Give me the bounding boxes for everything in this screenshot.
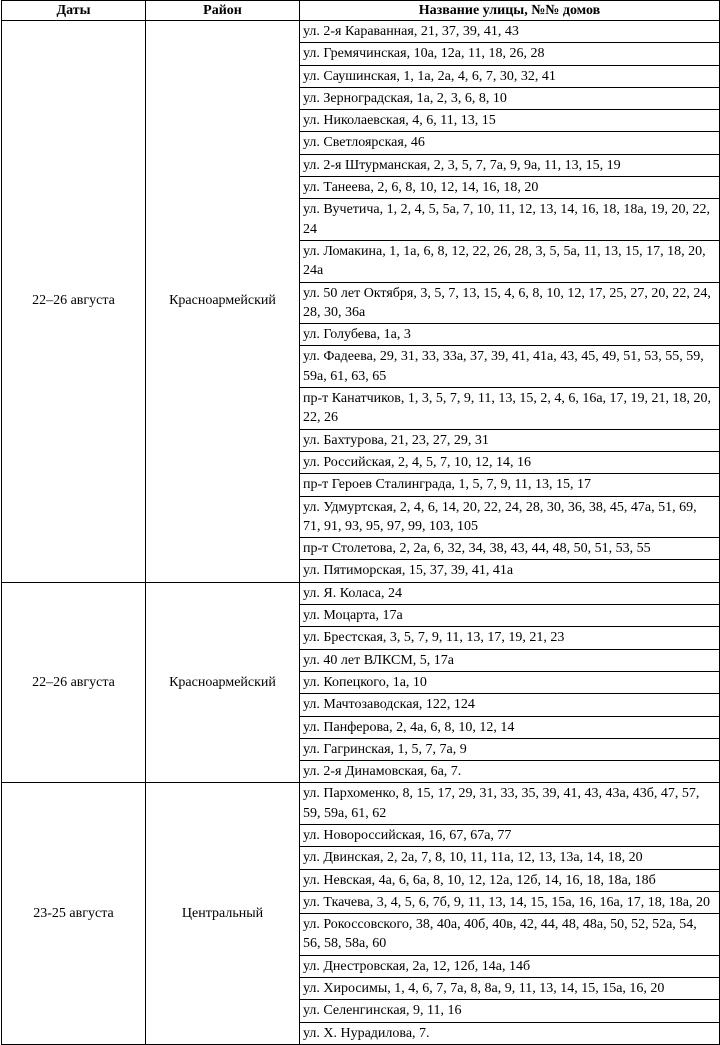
street-entry: ул. Днестровская, 2а, 12, 12б, 14а, 14б xyxy=(300,956,719,978)
header-row xyxy=(2,1,720,21)
header-streets: Название улицы, №№ домов xyxy=(300,1,720,21)
street-entry: ул. Российская, 2, 4, 5, 7, 10, 12, 14, 16 xyxy=(300,452,719,474)
table-row xyxy=(2,21,720,583)
street-entry: ул. Моцарта, 17а xyxy=(300,605,719,627)
street-entry: ул. Зерноградская, 1а, 2, 3, 6, 8, 10 xyxy=(300,88,719,110)
street-entry: ул. 2-я Штурманская, 2, 3, 5, 7, 7а, 9, 9а, 11, 13, 15, 19 xyxy=(300,155,719,177)
street-entry: ул. Ломакина, 1, 1а, 6, 8, 12, 22, 26, 28, 3, 5, 5а, 11, 13, 15, 17, 18, 20, 24а xyxy=(300,241,719,283)
street-entry: ул. Я. Коласа, 24 xyxy=(300,583,719,605)
schedule-table xyxy=(1,0,720,1045)
street-entry: ул. Удмуртская, 2, 4, 6, 14, 20, 22, 24, 28, 30, 36, 38, 45, 47а, 51, 69, 71, 91, 93, 95, 97, 99, 103, 105 xyxy=(300,497,719,539)
street-entry: ул. Саушинская, 1, 1а, 2а, 4, 6, 7, 30, 32, 41 xyxy=(300,66,719,88)
district-cell: Красноармейский xyxy=(146,21,300,583)
district-cell: Красноармейский xyxy=(146,582,300,783)
street-entry: ул. Ткачева, 3, 4, 5, 6, 7б, 9, 11, 13, 14, 15, 15а, 16, 16а, 17, 18, 18а, 20 xyxy=(300,892,719,914)
streets-cell xyxy=(300,582,720,783)
street-entry: ул. 2-я Динамовская, 6а, 7. xyxy=(303,764,462,780)
street-entry: ул. Танеева, 2, 6, 8, 10, 12, 14, 16, 18, 20 xyxy=(300,177,719,199)
date-cell: 22–26 августа xyxy=(2,582,146,783)
street-entry: ул. Х. Нурадилова, 7. xyxy=(303,1025,430,1041)
street-entry: ул. Гремячинская, 10а, 12а, 11, 18, 26, 28 xyxy=(300,43,719,65)
street-entry: ул. 2-я Караванная, 21, 37, 39, 41, 43 xyxy=(300,21,719,43)
street-entry: ул. Хиросимы, 1, 4, 6, 7, 7а, 8, 8а, 9, 11, 13, 14, 15, 15а, 16, 20 xyxy=(300,978,719,1000)
street-entry: пр-т Канатчиков, 1, 3, 5, 7, 9, 11, 13, 15, 2, 4, 6, 16а, 17, 19, 21, 18, 20, 22, 26 xyxy=(300,388,719,430)
street-entry: пр-т Героев Сталинграда, 1, 5, 7, 9, 11, 13, 15, 17 xyxy=(300,474,719,496)
streets-cell xyxy=(300,783,720,1045)
district-cell: Центральный xyxy=(146,783,300,1045)
street-entry: ул. Невская, 4а, 6, 6а, 8, 10, 12, 12а, 12б, 14, 16, 18, 18а, 18б xyxy=(300,870,719,892)
table-body xyxy=(2,21,720,1045)
street-entry: ул. Селенгинская, 9, 11, 16 xyxy=(300,1000,719,1022)
street-entry: ул. Панферова, 2, 4а, 6, 8, 10, 12, 14 xyxy=(300,717,719,739)
street-entry: ул. Пархоменко, 8, 15, 17, 29, 31, 33, 35, 39, 41, 43, 43а, 43б, 47, 57, 59, 59а, 61, 62 xyxy=(300,783,719,825)
streets-cell xyxy=(300,21,720,583)
street-entry: ул. Фадеева, 29, 31, 33, 33а, 37, 39, 41, 41а, 43, 45, 49, 51, 53, 55, 59, 59а, 61, 63, 65 xyxy=(300,346,719,388)
street-entry: ул. Голубева, 1а, 3 xyxy=(300,324,719,346)
street-entry: ул. Новороссийская, 16, 67, 67а, 77 xyxy=(300,825,719,847)
street-entry: ул. 50 лет Октября, 3, 5, 7, 13, 15, 4, 6, 8, 10, 12, 17, 25, 27, 20, 22, 24, 28, 30, 36а xyxy=(300,283,719,325)
table-row xyxy=(2,783,720,1045)
street-entry: ул. Копецкого, 1а, 10 xyxy=(300,672,719,694)
street-entry: ул. 40 лет ВЛКСМ, 5, 17а xyxy=(300,650,719,672)
street-entry: ул. Николаевская, 4, 6, 11, 13, 15 xyxy=(300,110,719,132)
date-cell: 23-25 августа xyxy=(2,783,146,1045)
street-entry: ул. Рокоссовского, 38, 40а, 40б, 40в, 42, 44, 48, 48а, 50, 52, 52а, 54, 56, 58, 58а, 60 xyxy=(300,914,719,956)
table-row xyxy=(2,582,720,783)
header-dates: Даты xyxy=(2,1,146,21)
street-entry: ул. Пятиморская, 15, 37, 39, 41, 41а xyxy=(303,563,514,579)
street-entry: ул. Мачтозаводская, 122, 124 xyxy=(300,694,719,716)
street-entry: ул. Светлоярская, 46 xyxy=(300,132,719,154)
street-entry: ул. Вучетича, 1, 2, 4, 5, 5а, 7, 10, 11, 12, 13, 14, 16, 18, 18а, 19, 20, 22, 24 xyxy=(300,199,719,241)
street-entry: ул. Брестская, 3, 5, 7, 9, 11, 13, 17, 19, 21, 23 xyxy=(300,627,719,649)
street-entry: ул. Гагринская, 1, 5, 7, 7а, 9 xyxy=(300,739,719,761)
street-entry: ул. Бахтурова, 21, 23, 27, 29, 31 xyxy=(300,430,719,452)
header-district: Район xyxy=(146,1,300,21)
street-entry: ул. Двинская, 2, 2а, 7, 8, 10, 11, 11а, 12, 13, 13а, 14, 18, 20 xyxy=(300,847,719,869)
street-entry: пр-т Столетова, 2, 2а, 6, 32, 34, 38, 43, 44, 48, 50, 51, 53, 55 xyxy=(300,538,719,560)
date-cell: 22–26 августа xyxy=(2,21,146,583)
